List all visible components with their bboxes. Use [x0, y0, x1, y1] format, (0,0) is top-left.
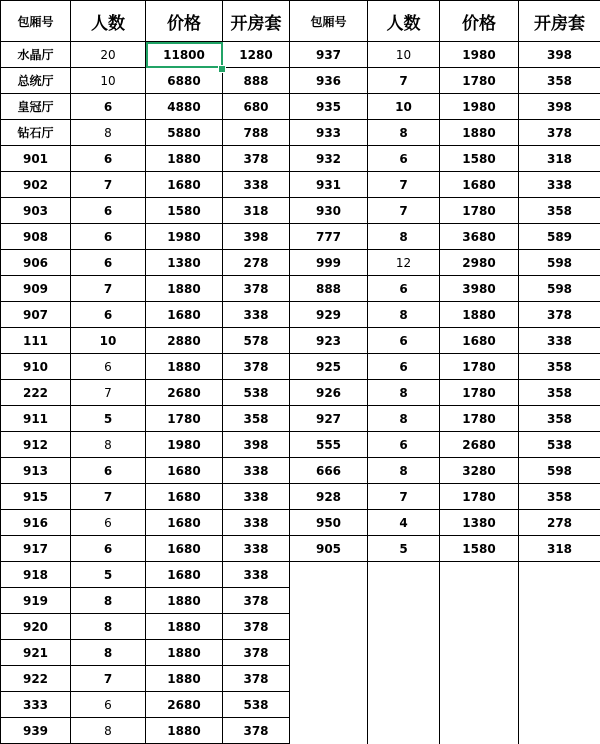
table-cell[interactable]: 358	[519, 68, 600, 94]
table-cell[interactable]: 908	[1, 224, 71, 250]
table-cell[interactable]: 水晶厅	[1, 42, 71, 68]
table-cell[interactable]: 7	[71, 172, 146, 198]
table-cell[interactable]	[290, 666, 368, 692]
table-cell[interactable]: 538	[519, 432, 600, 458]
table-cell[interactable]	[519, 588, 600, 614]
table-cell[interactable]: 929	[290, 302, 368, 328]
fill-handle[interactable]	[218, 65, 226, 73]
table-cell[interactable]: 4880	[146, 94, 223, 120]
table-cell[interactable]: 总统厅	[1, 68, 71, 94]
table-cell[interactable]: 11800	[146, 42, 223, 68]
table-cell[interactable]: 916	[1, 510, 71, 536]
table-cell[interactable]	[290, 588, 368, 614]
table-cell[interactable]: 5	[368, 536, 440, 562]
table-row	[1, 276, 600, 302]
table-cell[interactable]: 6	[368, 354, 440, 380]
table-cell[interactable]: 378	[519, 302, 600, 328]
table-cell[interactable]: 1580	[440, 536, 519, 562]
table-cell[interactable]: 1880	[146, 640, 223, 666]
table-cell[interactable]: 6880	[146, 68, 223, 94]
table-cell[interactable]: 937	[290, 42, 368, 68]
table-cell[interactable]: 398	[223, 432, 290, 458]
table-cell[interactable]	[440, 718, 519, 744]
table-cell[interactable]: 1880	[146, 718, 223, 744]
table-cell[interactable]: 7	[71, 380, 146, 406]
table-cell[interactable]	[440, 562, 519, 588]
table-cell[interactable]: 5	[71, 562, 146, 588]
table-cell[interactable]: 8	[71, 432, 146, 458]
table-cell[interactable]: 915	[1, 484, 71, 510]
header-row	[1, 1, 600, 42]
table-cell[interactable]: 12	[368, 250, 440, 276]
table-cell[interactable]: 1880	[440, 120, 519, 146]
table-cell[interactable]: 2880	[146, 328, 223, 354]
table-row	[1, 380, 600, 406]
table-cell[interactable]: 923	[290, 328, 368, 354]
table-cell[interactable]: 1780	[440, 484, 519, 510]
table-cell[interactable]: 358	[519, 198, 600, 224]
table-cell[interactable]: 922	[1, 666, 71, 692]
table-cell[interactable]: 921	[1, 640, 71, 666]
table-row	[1, 666, 600, 692]
table-cell[interactable]: 6	[368, 276, 440, 302]
table-row	[1, 198, 600, 224]
table-cell[interactable]: 1780	[440, 380, 519, 406]
table-cell[interactable]: 338	[519, 172, 600, 198]
table-cell[interactable]: 4	[368, 510, 440, 536]
table-cell[interactable]: 3680	[440, 224, 519, 250]
table-cell[interactable]: 钻石厅	[1, 120, 71, 146]
table-cell[interactable]: 931	[290, 172, 368, 198]
table-cell[interactable]: 398	[519, 42, 600, 68]
table-cell[interactable]: 1280	[223, 42, 290, 68]
table-cell[interactable]: 10	[71, 328, 146, 354]
column-header[interactable]: 开房套	[223, 1, 290, 42]
table-cell[interactable]: 378	[223, 588, 290, 614]
table-cell[interactable]	[368, 640, 440, 666]
table-cell[interactable]: 10	[71, 68, 146, 94]
table-cell[interactable]: 338	[223, 510, 290, 536]
table-cell[interactable]	[440, 588, 519, 614]
table-cell[interactable]: 7	[71, 484, 146, 510]
table-cell[interactable]: 10	[368, 42, 440, 68]
table-cell[interactable]: 909	[1, 276, 71, 302]
table-cell[interactable]: 1880	[146, 588, 223, 614]
table-cell[interactable]: 398	[519, 94, 600, 120]
table-cell[interactable]: 6	[368, 328, 440, 354]
column-header[interactable]: 价格	[146, 1, 223, 42]
table-cell[interactable]: 666	[290, 458, 368, 484]
table-row	[1, 42, 600, 68]
table-cell[interactable]: 1880	[146, 614, 223, 640]
table-cell[interactable]: 918	[1, 562, 71, 588]
table-cell[interactable]	[440, 640, 519, 666]
table-cell[interactable]: 8	[368, 302, 440, 328]
table-cell[interactable]: 6	[71, 198, 146, 224]
table-cell[interactable]: 338	[223, 484, 290, 510]
table-cell[interactable]: 1980	[146, 224, 223, 250]
table-cell[interactable]	[519, 640, 600, 666]
table-cell[interactable]: 278	[519, 510, 600, 536]
table-cell[interactable]: 7	[368, 172, 440, 198]
table-cell[interactable]: 222	[1, 380, 71, 406]
table-cell[interactable]: 927	[290, 406, 368, 432]
table-cell[interactable]	[368, 562, 440, 588]
table-cell[interactable]: 111	[1, 328, 71, 354]
table-cell[interactable]	[519, 562, 600, 588]
table-cell[interactable]: 358	[519, 406, 600, 432]
table-cell[interactable]: 7	[368, 68, 440, 94]
table-cell[interactable]: 6	[368, 432, 440, 458]
table-cell[interactable]: 20	[71, 42, 146, 68]
table-cell[interactable]	[368, 614, 440, 640]
table-cell[interactable]: 378	[223, 614, 290, 640]
table-cell[interactable]: 555	[290, 432, 368, 458]
table-cell[interactable]	[519, 614, 600, 640]
table-cell[interactable]	[290, 562, 368, 588]
table-cell[interactable]: 1380	[146, 250, 223, 276]
table-cell[interactable]: 1680	[146, 302, 223, 328]
table-row	[1, 718, 600, 744]
table-cell[interactable]: 8	[368, 224, 440, 250]
table-cell[interactable]: 1380	[440, 510, 519, 536]
table-cell[interactable]: 911	[1, 406, 71, 432]
table-cell[interactable]: 902	[1, 172, 71, 198]
table-cell[interactable]: 6	[71, 458, 146, 484]
table-row	[1, 536, 600, 562]
table-cell[interactable]: 939	[1, 718, 71, 744]
table-cell[interactable]: 1680	[146, 510, 223, 536]
table-cell[interactable]: 7	[71, 276, 146, 302]
table-cell[interactable]	[519, 666, 600, 692]
table-cell[interactable]: 378	[223, 354, 290, 380]
table-cell[interactable]: 926	[290, 380, 368, 406]
table-cell[interactable]: 358	[519, 484, 600, 510]
table-cell[interactable]: 8	[368, 406, 440, 432]
table-row	[1, 562, 600, 588]
table-cell[interactable]: 8	[368, 380, 440, 406]
table-cell[interactable]: 6	[71, 94, 146, 120]
table-cell[interactable]: 777	[290, 224, 368, 250]
table-cell[interactable]: 538	[223, 380, 290, 406]
table-cell[interactable]: 917	[1, 536, 71, 562]
table-cell[interactable]: 930	[290, 198, 368, 224]
table-cell[interactable]: 338	[223, 172, 290, 198]
table-cell[interactable]: 8	[71, 120, 146, 146]
column-header[interactable]: 价格	[440, 1, 519, 42]
table-cell[interactable]: 278	[223, 250, 290, 276]
table-cell[interactable]: 6	[71, 250, 146, 276]
table-cell[interactable]	[290, 692, 368, 718]
table-cell[interactable]: 338	[223, 536, 290, 562]
table-cell[interactable]: 338	[519, 328, 600, 354]
table-cell[interactable]	[368, 718, 440, 744]
table-cell[interactable]: 358	[519, 380, 600, 406]
table-cell[interactable]: 913	[1, 458, 71, 484]
table-cell[interactable]: 338	[223, 562, 290, 588]
table-cell[interactable]	[368, 692, 440, 718]
table-cell[interactable]: 皇冠厅	[1, 94, 71, 120]
table-cell[interactable]: 8	[368, 458, 440, 484]
table-cell[interactable]: 538	[223, 692, 290, 718]
table-cell[interactable]: 907	[1, 302, 71, 328]
table-cell[interactable]: 7	[71, 666, 146, 692]
column-header[interactable]: 开房套	[519, 1, 600, 42]
table-cell[interactable]: 8	[71, 588, 146, 614]
table-cell[interactable]: 1780	[440, 354, 519, 380]
table-cell[interactable]: 1980	[440, 42, 519, 68]
table-cell[interactable]: 338	[223, 458, 290, 484]
table-cell[interactable]: 598	[519, 276, 600, 302]
table-cell[interactable]	[290, 640, 368, 666]
table-cell[interactable]: 888	[223, 68, 290, 94]
column-header[interactable]: 人数	[368, 1, 440, 42]
table-cell[interactable]: 378	[223, 640, 290, 666]
table-cell[interactable]: 598	[519, 250, 600, 276]
table-cell[interactable]: 936	[290, 68, 368, 94]
column-header[interactable]: 包厢号	[290, 1, 368, 42]
table-row	[1, 510, 600, 536]
table-row	[1, 406, 600, 432]
table-cell[interactable]: 578	[223, 328, 290, 354]
table-cell[interactable]: 1780	[440, 406, 519, 432]
table-cell[interactable]: 6	[71, 302, 146, 328]
table-cell[interactable]: 358	[223, 406, 290, 432]
table-cell[interactable]	[519, 692, 600, 718]
table-cell[interactable]	[368, 666, 440, 692]
table-cell[interactable]: 598	[519, 458, 600, 484]
table-row	[1, 484, 600, 510]
column-header[interactable]: 人数	[71, 1, 146, 42]
table-cell[interactable]	[290, 614, 368, 640]
table-cell[interactable]: 905	[290, 536, 368, 562]
table-cell[interactable]: 318	[223, 198, 290, 224]
table-cell[interactable]: 1580	[146, 198, 223, 224]
table-cell[interactable]: 935	[290, 94, 368, 120]
table-cell[interactable]: 378	[223, 718, 290, 744]
table-cell[interactable]: 6	[71, 536, 146, 562]
table-cell[interactable]: 928	[290, 484, 368, 510]
table-cell[interactable]: 398	[223, 224, 290, 250]
table-cell[interactable]: 6	[71, 354, 146, 380]
table-cell[interactable]: 1880	[146, 276, 223, 302]
table-cell[interactable]	[290, 718, 368, 744]
column-header[interactable]: 包厢号	[1, 1, 71, 42]
table-row	[1, 120, 600, 146]
table-cell[interactable]: 680	[223, 94, 290, 120]
table-cell[interactable]: 910	[1, 354, 71, 380]
table-cell[interactable]: 919	[1, 588, 71, 614]
table-cell[interactable]: 6	[71, 510, 146, 536]
table-cell[interactable]: 888	[290, 276, 368, 302]
table-cell[interactable]: 8	[71, 614, 146, 640]
table-row	[1, 172, 600, 198]
table-cell[interactable]: 1680	[146, 172, 223, 198]
table-row	[1, 224, 600, 250]
table-row	[1, 614, 600, 640]
table-row	[1, 354, 600, 380]
table-cell[interactable]: 788	[223, 120, 290, 146]
table-cell[interactable]: 318	[519, 146, 600, 172]
table-cell[interactable]: 318	[519, 536, 600, 562]
table-cell[interactable]: 378	[519, 120, 600, 146]
table-cell[interactable]: 1680	[146, 536, 223, 562]
table-row	[1, 640, 600, 666]
table-cell[interactable]: 1680	[440, 172, 519, 198]
table-cell[interactable]: 1680	[146, 562, 223, 588]
table-cell[interactable]: 8	[368, 120, 440, 146]
table-cell[interactable]: 6	[71, 224, 146, 250]
table-row	[1, 302, 600, 328]
table-row	[1, 94, 600, 120]
table-cell[interactable]: 8	[71, 718, 146, 744]
table-cell[interactable]: 912	[1, 432, 71, 458]
table-cell[interactable]: 1880	[440, 302, 519, 328]
table-cell[interactable]: 378	[223, 146, 290, 172]
table-cell[interactable]: 10	[368, 94, 440, 120]
table-row	[1, 328, 600, 354]
table-cell[interactable]: 2680	[440, 432, 519, 458]
table-cell[interactable]: 333	[1, 692, 71, 718]
table-cell[interactable]: 358	[519, 354, 600, 380]
table-cell[interactable]: 933	[290, 120, 368, 146]
table-cell[interactable]: 2680	[146, 380, 223, 406]
table-cell[interactable]: 7	[368, 198, 440, 224]
table-cell[interactable]	[368, 588, 440, 614]
table-cell[interactable]: 8	[71, 640, 146, 666]
table-cell[interactable]: 925	[290, 354, 368, 380]
table-cell[interactable]: 378	[223, 276, 290, 302]
table-cell[interactable]: 3980	[440, 276, 519, 302]
table-cell[interactable]: 1980	[440, 94, 519, 120]
table-cell[interactable]: 1580	[440, 146, 519, 172]
table-cell[interactable]: 1780	[440, 68, 519, 94]
table-cell[interactable]	[440, 666, 519, 692]
table-cell[interactable]: 338	[223, 302, 290, 328]
table-row	[1, 250, 600, 276]
table-cell[interactable]: 2680	[146, 692, 223, 718]
table-cell[interactable]: 906	[1, 250, 71, 276]
table-row	[1, 68, 600, 94]
table-cell[interactable]: 1680	[146, 458, 223, 484]
table-cell[interactable]	[440, 692, 519, 718]
table-row	[1, 692, 600, 718]
table-cell[interactable]: 901	[1, 146, 71, 172]
table-cell[interactable]: 5	[71, 406, 146, 432]
table-cell[interactable]: 1880	[146, 666, 223, 692]
table-cell[interactable]: 3280	[440, 458, 519, 484]
table-cell[interactable]: 920	[1, 614, 71, 640]
table-cell[interactable]: 903	[1, 198, 71, 224]
table-cell[interactable]: 999	[290, 250, 368, 276]
table-cell[interactable]: 1980	[146, 432, 223, 458]
table-row	[1, 432, 600, 458]
table-cell[interactable]: 2980	[440, 250, 519, 276]
table-cell[interactable]: 6	[368, 146, 440, 172]
table-cell[interactable]: 378	[223, 666, 290, 692]
table-cell[interactable]: 1780	[146, 406, 223, 432]
table-cell[interactable]	[440, 614, 519, 640]
table-cell[interactable]: 6	[71, 146, 146, 172]
table-cell[interactable]: 1680	[146, 484, 223, 510]
table-cell[interactable]: 589	[519, 224, 600, 250]
table-cell[interactable]: 1880	[146, 354, 223, 380]
table-cell[interactable]: 6	[71, 692, 146, 718]
table-cell[interactable]: 1780	[440, 198, 519, 224]
table-cell[interactable]: 1880	[146, 146, 223, 172]
table-cell[interactable]	[519, 718, 600, 744]
table-cell[interactable]: 950	[290, 510, 368, 536]
table-row	[1, 458, 600, 484]
table-cell[interactable]: 1680	[440, 328, 519, 354]
table-row	[1, 146, 600, 172]
table-cell[interactable]: 932	[290, 146, 368, 172]
table-cell[interactable]: 7	[368, 484, 440, 510]
table-row	[1, 588, 600, 614]
table-cell[interactable]: 5880	[146, 120, 223, 146]
